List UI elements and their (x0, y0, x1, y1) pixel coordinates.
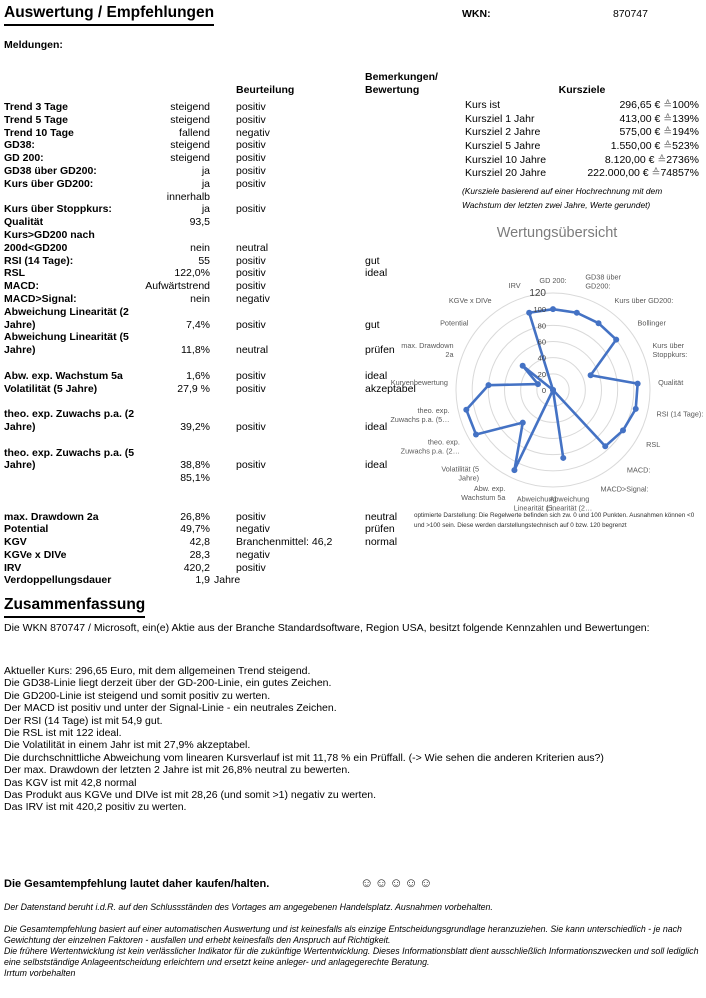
metric-beurteilung: neutral (236, 241, 269, 254)
metric-beurteilung: positiv (236, 459, 266, 472)
metric-value: 11,8% (181, 344, 210, 357)
metric-beurteilung: positiv (236, 139, 266, 152)
chart-title: Wertungsübersicht (496, 225, 618, 241)
corresponds-icon: ≙ (663, 99, 673, 111)
kursziele-header: Kursziele (558, 84, 606, 96)
metric-beurteilung: positiv (236, 177, 266, 190)
radar-chart (390, 222, 706, 514)
metric-bemerkung: ideal (365, 420, 388, 433)
disclaimer-wertentwicklung: Die frühere Wertentwicklung ist kein verlässlicher Indikator für die zukünftige Wertentwicklung. Dieses Informationsblatt dient ausschließlich Informationszwecken und soll lediglich eine selbstständige Anlageentscheidung erleichtern und ersetzt keine anleger- und anlagegerechte Beratung. (4, 946, 699, 967)
metric-bemerkung: ideal (365, 267, 388, 280)
metric-bemerkung: prüfen (365, 344, 395, 357)
kursziel-percent: 100% (672, 99, 699, 111)
smiley-rating-icons: ☺☺☺☺☺ (360, 875, 434, 890)
metric-value: nein (190, 241, 210, 254)
page-title: Auswertung / Empfehlungen (4, 4, 214, 26)
metric-value: steigend (170, 152, 210, 165)
kursziel-percent: 194% (672, 126, 699, 139)
metric-value-suffix: Jahre (214, 574, 241, 587)
metric-label: RSI (14 Tage): (4, 254, 74, 267)
kursziele-note (462, 185, 662, 212)
svg-text:max. Drawdown2a: max. Drawdown 2a (401, 340, 454, 359)
svg-text:AbweichungLinearität (5…: Abweichung Linearität (5… (513, 494, 560, 513)
metric-beurteilung: positiv (236, 382, 266, 395)
svg-text:80: 80 (537, 321, 546, 331)
metric-beurteilung: negativ (236, 292, 270, 305)
metric-beurteilung: positiv (236, 254, 266, 267)
kursziel-value (611, 140, 699, 154)
svg-text:Kurs über GD200:: Kurs über GD200: (614, 295, 674, 305)
kursziel-row (462, 99, 706, 113)
svg-text:0: 0 (541, 386, 546, 395)
column-header-bewertung: Bewertung (365, 84, 420, 96)
svg-text:Abw. exp.Wachstum 5a: Abw. exp. Wachstum 5a (461, 484, 506, 503)
svg-text:theo. exp.Zuwachs p.a. (2…: theo. exp. Zuwachs p.a. (2… (400, 437, 460, 456)
kursziel-percent: 139% (672, 112, 699, 125)
summary-line: Die Volatilität in einem Jahr ist mit 27,9% akzeptabel. (4, 739, 251, 752)
metric-label: Trend 3 Tage (4, 101, 68, 113)
metric-beurteilung: negativ (236, 548, 270, 561)
metric-value: 27,9 % (177, 382, 210, 395)
kursziel-price: 575,00 € (619, 126, 661, 139)
metric-beurteilung: positiv (236, 561, 266, 574)
metric-beurteilung: negativ (236, 126, 270, 139)
kursziel-price: 413,00 € (619, 112, 661, 125)
svg-text:AbweichungLinearität (2…: Abweichung Linearität (2… (546, 494, 593, 513)
kursziel-row (462, 126, 706, 140)
table-row (0, 574, 462, 587)
corresponds-icon: ≙ (663, 140, 673, 153)
svg-text:Bollinger: Bollinger (637, 318, 666, 328)
summary-line: Der MACD ist positiv und unter der Signal-Linie - ein neutrales Zeichen. (4, 702, 337, 715)
recommendation-text: Die Gesamtempfehlung lautet daher kaufen/halten. (4, 878, 270, 890)
svg-text:100: 100 (533, 305, 546, 315)
summary-line: Die GD200-Linie ist steigend und somit positiv zu werten. (4, 689, 271, 702)
table-row (0, 178, 462, 191)
kursziel-price: 8.120,00 € (604, 153, 655, 166)
svg-text:GD38 überGD200:: GD38 über GD200: (585, 272, 622, 291)
metric-label: theo. exp. Zuwachs p.a. (2 (4, 408, 135, 421)
summary-line: Aktueller Kurs: 296,65 Euro, mit dem allgemeinen Trend steigend. (4, 665, 311, 677)
metric-label: MACD>Signal: (4, 292, 77, 305)
svg-text:Kurs überStoppkurs:: Kurs über Stoppkurs: (652, 340, 688, 359)
summary-heading: Zusammenfassung (4, 596, 145, 618)
kursziel-percent: 2736% (666, 153, 699, 166)
metric-label: GD38: (4, 139, 35, 152)
kursziel-percent: 523% (672, 140, 699, 153)
metric-bemerkung: gut (365, 318, 380, 331)
metric-value: 85,1% (180, 472, 210, 485)
column-header-bemerkungen: Bemerkungen/ (365, 71, 438, 83)
summary-line: Der max. Drawdown der letzten 2 Jahre ist mit 26,8% neutral zu bewerten. (4, 764, 351, 777)
metric-bemerkung: gut (365, 254, 380, 267)
summary-line: Die durchschnittliche Abweichung vom linearen Kursverlauf ist mit 11,78 % ein Prüffall. (-> Wie sehen die anderen Kriterien aus?) (4, 751, 604, 764)
metric-label: KGVe x DIVe (4, 548, 67, 561)
kursziel-value (605, 154, 699, 168)
metric-label: GD 200: (4, 152, 44, 165)
svg-text:120: 120 (529, 288, 546, 299)
table-row (0, 114, 462, 127)
kursziel-value (619, 126, 699, 140)
metric-bemerkung: akzeptabel (365, 382, 416, 395)
metric-beurteilung: positiv (236, 101, 266, 113)
table-row (0, 536, 462, 549)
metric-value: steigend (170, 101, 210, 113)
metric-value: 420,2 (183, 561, 210, 574)
svg-text:20: 20 (537, 369, 546, 379)
svg-text:Kurvenbewertung: Kurvenbewertung (390, 378, 448, 388)
summary-line: Die GD38-Linie liegt derzeit über der GD-200-Linie, ein gutes Zeichen. (4, 677, 332, 690)
metric-value: innerhalb (166, 190, 210, 203)
metric-value: 93,5 (189, 216, 210, 229)
metric-label: Qualität (4, 216, 44, 229)
metric-value: 122,0% (174, 267, 210, 280)
chart-note: optimierte Darstellung: Die Regelwerte befinden sich zw. 0 und 100 Punkten. Ausnahmen können <0 und >100 sein. Diese werden darstellungstechnisch auf 0 bzw. 120 begrenzt (414, 512, 695, 529)
table-row (0, 152, 462, 165)
table-row (0, 127, 462, 140)
svg-text:MACD:: MACD: (626, 465, 651, 475)
svg-text:40: 40 (537, 353, 546, 363)
kursziel-row (462, 167, 706, 181)
kursziel-value (619, 99, 699, 113)
metric-label: Jahre) (4, 420, 36, 433)
metric-value: ja (201, 203, 210, 216)
metric-value: 26,8% (180, 510, 210, 523)
summary-line: Das IRV ist mit 420,2 positiv zu werten. (4, 801, 187, 814)
metric-value: nein (190, 292, 210, 305)
kursziel-row (462, 154, 706, 168)
corresponds-icon: ≙ (657, 153, 667, 166)
metric-beurteilung: positiv (236, 267, 266, 280)
summary-line: Die RSL ist mit 122 ideal. (4, 726, 122, 739)
kursziel-value (619, 113, 699, 127)
kursziele-table (462, 99, 706, 181)
metric-label: Jahre) (4, 459, 36, 472)
metric-label: Potential (4, 523, 49, 536)
metric-value: fallend (179, 126, 210, 139)
metric-value: steigend (170, 139, 210, 152)
metric-value: 55 (198, 254, 210, 267)
metric-value: 39,2% (180, 420, 210, 433)
metric-label: Volatilität (5 Jahre) (4, 382, 98, 395)
metric-label: Abw. exp. Wachstum 5a (4, 369, 123, 382)
kursziel-price: 296,65 € (619, 99, 661, 111)
kursziel-label: Kursziel 20 Jahre (465, 167, 547, 180)
metric-value: steigend (170, 113, 210, 126)
metric-label: RSL (4, 267, 25, 280)
kursziel-label: Kursziel 10 Jahre (465, 153, 547, 166)
metric-bemerkung: ideal (365, 369, 388, 382)
summary-lines (4, 665, 604, 814)
metric-beurteilung: positiv (236, 420, 266, 433)
column-header-beurteilung: Beurteilung (236, 84, 295, 96)
kursziel-label: Kurs ist (465, 99, 501, 111)
svg-text:Potential: Potential (440, 318, 469, 328)
metric-label: Verdoppellungsdauer (4, 574, 112, 587)
metric-value: 1,9 (195, 574, 210, 587)
kursziel-row (462, 140, 706, 154)
metric-label: Kurs über GD200: (4, 177, 94, 190)
metric-label: 200d<GD200 (4, 241, 68, 254)
metric-label: Abweichung Linearität (2 (4, 305, 129, 318)
corresponds-icon: ≙ (663, 126, 673, 139)
disclaimer-gesamtempfehlung: Die Gesamtempfehlung basiert auf einer automatischen Auswertung und ist keinesfalls als einzige Entscheidungsgrundlage heranzuziehen. Sie kann unterschiedlich - je nach Gewichtung der einzelnen Faktoren - ausfallen und erhebt keinesfalls den Anspruch auf Richtigkeit. (4, 924, 682, 945)
metric-bemerkung: prüfen (365, 523, 395, 536)
metric-value: Aufwärtstrend (145, 280, 210, 293)
metric-value: ja (201, 177, 210, 190)
metric-label: Jahre) (4, 318, 36, 331)
metric-value: ja (201, 164, 210, 177)
metric-label: Trend 10 Tage (4, 126, 74, 139)
kursziele-note-line2: Wachstum der letzten zwei Jahre, Werte gerundet) (462, 199, 651, 210)
table-row (0, 562, 462, 575)
metric-value: 38,8% (180, 459, 210, 472)
table-row (0, 191, 462, 204)
metric-label: IRV (4, 561, 22, 574)
svg-text:KGVe x DIVe: KGVe x DIVe (448, 295, 492, 305)
wkn-label: WKN: (462, 8, 491, 20)
metric-label: Trend 5 Tage (4, 113, 68, 126)
metric-value: 28,3 (189, 548, 210, 561)
svg-text:Qualität: Qualität (658, 378, 684, 388)
kursziel-price: 1.550,00 € (610, 140, 661, 153)
metric-value: 49,7% (180, 523, 210, 536)
metric-beurteilung: positiv (236, 203, 266, 216)
svg-text:MACD>Signal:: MACD>Signal: (600, 484, 649, 494)
kursziel-label: Kursziel 5 Jahre (465, 140, 541, 153)
kursziel-value (587, 167, 699, 181)
wkn-value: 870747 (612, 8, 648, 20)
metric-label: max. Drawdown 2a (4, 510, 99, 523)
table-row (0, 101, 462, 114)
svg-text:60: 60 (537, 337, 546, 347)
metric-beurteilung: positiv (236, 318, 266, 331)
metric-label: GD38 über GD200: (4, 164, 97, 177)
table-row (0, 165, 462, 178)
metric-beurteilung: positiv (236, 113, 266, 126)
metric-label: MACD: (4, 280, 39, 293)
summary-line: Das Produkt aus KGVe und DIVe ist mit 28,26 (und somit >1) negativ zu werten. (4, 788, 377, 801)
disclaimer-irrtum: Irrtum vorbehalten (4, 968, 76, 978)
table-row (0, 549, 462, 562)
svg-text:theo. exp.Zuwachs p.a. (5…: theo. exp. Zuwachs p.a. (5… (390, 406, 450, 425)
table-row (0, 203, 462, 216)
kursziel-percent: 74857% (660, 167, 699, 180)
metric-beurteilung: negativ (236, 523, 270, 536)
metric-beurteilung: positiv (236, 369, 266, 382)
disclaimer-block (4, 902, 706, 979)
metric-value: 1,6% (186, 369, 210, 382)
kursziel-row (462, 113, 706, 127)
metric-beurteilung: positiv (236, 164, 266, 177)
svg-text:RSI (14 Tage):: RSI (14 Tage): (656, 409, 704, 419)
metric-label: Kurs>GD200 nach (4, 228, 95, 241)
svg-text:IRV: IRV (508, 281, 521, 291)
metric-beurteilung: positiv (236, 152, 266, 165)
metric-label: KGV (4, 536, 27, 549)
table-row (0, 139, 462, 152)
metric-beurteilung: positiv (236, 510, 266, 523)
svg-text:GD 200:: GD 200: (539, 276, 567, 285)
svg-text:Volatilität (5Jahre): Volatilität (5 Jahre) (441, 464, 480, 483)
metric-bemerkung: normal (365, 536, 398, 549)
svg-text:RSL: RSL (646, 439, 661, 449)
metric-label: Jahre) (4, 344, 36, 357)
metric-value: 42,8 (189, 536, 210, 549)
disclaimer-datenstand: Der Datenstand beruht i.d.R. auf den Schlussständen des Vortages am angegebenen Handelsplatz. Ausnahmen vorbehalten. (4, 902, 493, 912)
metric-value: 7,4% (186, 318, 210, 331)
metric-beurteilung: positiv (236, 280, 266, 293)
kursziel-label: Kursziel 1 Jahr (465, 112, 535, 125)
summary-line: Das KGV ist mit 42,8 normal (4, 776, 137, 789)
metric-bemerkung: ideal (365, 459, 388, 472)
corresponds-icon: ≙ (651, 167, 661, 180)
kursziel-price: 222.000,00 € (587, 167, 649, 180)
metric-label: theo. exp. Zuwachs p.a. (5 (4, 446, 135, 459)
table-row (0, 523, 462, 536)
summary-intro: Die WKN 870747 / Microsoft, ein(e) Aktie aus der Branche Standardsoftware, Region USA, besitzt folgende Kennzahlen und Bewertungen: (4, 622, 650, 634)
metric-beurteilung: neutral (236, 344, 269, 357)
meldungen-label: Meldungen: (4, 39, 63, 51)
metric-label: Kurs über Stoppkurs: (4, 203, 112, 216)
metric-beurteilung: Branchenmittel: 46,2 (236, 536, 333, 549)
kursziele-note-line1: (Kursziele basierend auf einer Hochrechnung mit dem (462, 186, 663, 196)
corresponds-icon: ≙ (663, 112, 673, 125)
metric-bemerkung: neutral (365, 510, 398, 523)
kursziel-label: Kursziel 2 Jahre (465, 126, 541, 139)
metric-label: Abweichung Linearität (5 (4, 331, 129, 344)
summary-line: Der RSI (14 Tage) ist mit 54,9 gut. (4, 714, 163, 727)
